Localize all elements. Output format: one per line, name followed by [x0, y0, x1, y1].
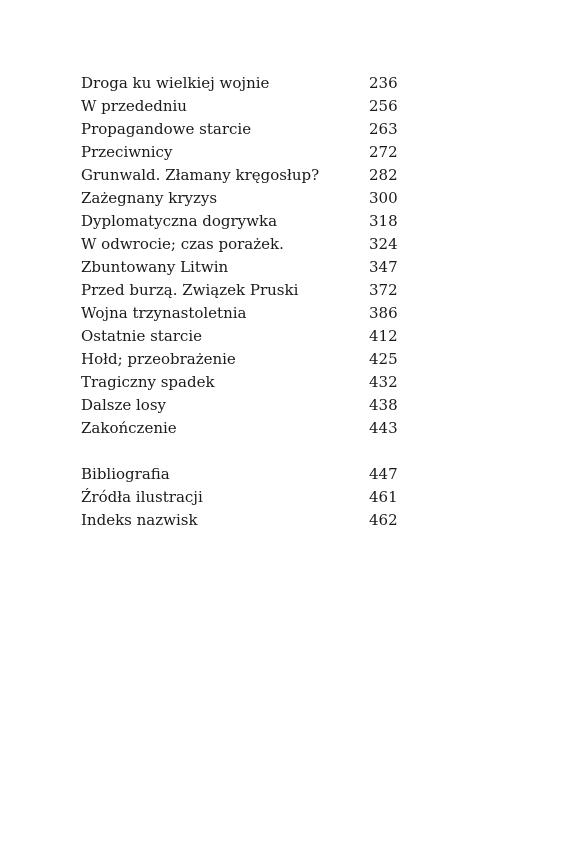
toc-entry	[81, 279, 401, 302]
toc-entry-title: Przeciwnicy	[81, 143, 173, 161]
toc-entry-title: Zakończenie	[81, 419, 177, 437]
table-of-contents	[81, 72, 401, 532]
toc-entry-page: 272	[369, 143, 398, 161]
toc-entry-page: 438	[369, 396, 398, 414]
toc-entry	[81, 95, 401, 118]
toc-entry-page: 263	[369, 120, 398, 138]
toc-entry	[81, 72, 401, 95]
toc-entry-title: Zbuntowany Litwin	[81, 258, 229, 276]
appendix-list	[81, 463, 401, 532]
toc-entry	[81, 371, 401, 394]
toc-entry-page: 461	[369, 488, 398, 506]
toc-entry	[81, 394, 401, 417]
toc-entry-title: Zażegnany kryzys	[81, 189, 218, 207]
toc-entry-page: 300	[369, 189, 398, 207]
toc-entry	[81, 256, 401, 279]
toc-entry	[81, 486, 401, 509]
toc-entry-title: Dalsze losy	[81, 396, 167, 414]
toc-entry-page: 432	[369, 373, 398, 391]
toc-entry-title: Grunwald. Złamany kręgosłup?	[81, 166, 320, 184]
toc-entry-title: Ostatnie starcie	[81, 327, 203, 345]
toc-entry	[81, 348, 401, 371]
toc-entry	[81, 118, 401, 141]
toc-entry-title: Tragiczny spadek	[81, 373, 215, 391]
toc-entry-page: 256	[369, 97, 398, 115]
toc-entry-page: 462	[369, 511, 398, 529]
toc-entry-title: Droga ku wielkiej wojnie	[81, 74, 270, 92]
toc-entry-page: 347	[369, 258, 398, 276]
toc-entry	[81, 463, 401, 486]
toc-entry-page: 372	[369, 281, 398, 299]
toc-entry-title: Bibliografia	[81, 465, 170, 483]
toc-entry-page: 386	[369, 304, 398, 322]
toc-entry-title: Indeks nazwisk	[81, 511, 198, 529]
toc-entry-page: 324	[369, 235, 398, 253]
toc-entry-title: W odwrocie; czas porażek.	[81, 235, 284, 253]
toc-entry-page: 447	[369, 465, 398, 483]
toc-entry-title: Źródła ilustracji	[81, 488, 203, 506]
section-spacer	[81, 440, 401, 463]
toc-entry	[81, 302, 401, 325]
toc-entry-page: 443	[369, 419, 398, 437]
toc-entry-page: 236	[369, 74, 398, 92]
toc-entry-page: 282	[369, 166, 398, 184]
toc-entry-page: 412	[369, 327, 398, 345]
toc-entry-page: 318	[369, 212, 398, 230]
toc-entry-title: Dyplomatyczna dogrywka	[81, 212, 278, 230]
toc-entry	[81, 210, 401, 233]
toc-entry	[81, 509, 401, 532]
toc-entry	[81, 233, 401, 256]
chapter-list	[81, 72, 401, 440]
toc-entry-title: Propagandowe starcie	[81, 120, 252, 138]
toc-entry-title: W przededniu	[81, 97, 187, 115]
toc-entry-title: Wojna trzynastoletnia	[81, 304, 247, 322]
toc-entry-title: Przed burzą. Związek Pruski	[81, 281, 299, 299]
toc-entry-title: Hołd; przeobrażenie	[81, 350, 236, 368]
toc-entry	[81, 417, 401, 440]
toc-entry	[81, 141, 401, 164]
toc-entry-page: 425	[369, 350, 398, 368]
toc-entry	[81, 187, 401, 210]
toc-entry	[81, 325, 401, 348]
toc-entry	[81, 164, 401, 187]
